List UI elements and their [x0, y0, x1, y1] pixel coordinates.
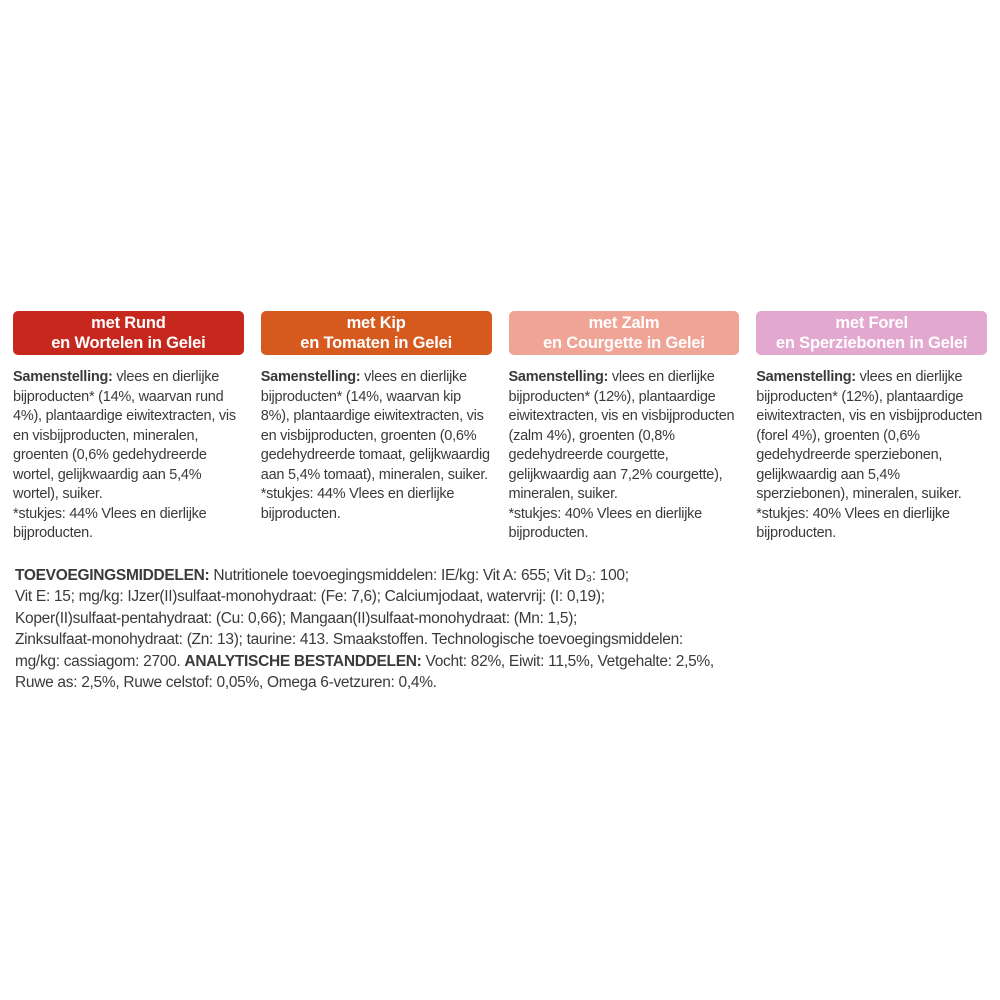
variant-banner-kip-tomaten [261, 311, 492, 355]
bold-text-run: Samenstelling: [508, 369, 609, 385]
bold-text-run: Samenstelling: [13, 369, 113, 385]
composition-text [509, 368, 740, 505]
pieces-note: *stukjes: 40% Vlees en dierlijke bijproducten. [756, 505, 950, 541]
variant-name-line2: en Wortelen in Gelei [51, 334, 206, 352]
text-run: vlees en dierlijke bijproducten* (12%), plantaardige eiwitextracten, vis en visbijproducten (forel 4%), groenten (0,6% gedehydreerde sperziebonen, gelijkwaardig aan 5,4% sperziebonen), mineralen, suiker. [756, 369, 983, 502]
additives-line-4 [15, 629, 1000, 651]
variant-columns [0, 311, 1000, 544]
variant-banner-rund-wortelen [13, 311, 244, 355]
additives-line-1 [15, 565, 1000, 587]
variant-name-line2: en Courgette in Gelei [543, 334, 705, 352]
text-run: vlees en dierlijke bijproducten* (14%, waarvan kip 8%), plantaardige eiwitextracten, vis en visbijproducten, groenten (0,6% gedehydreerde tomaat, gelijkwaardig aan 5,4% tomaat), mineralen, suiker. [260, 369, 490, 483]
additives-line-2 [15, 586, 1000, 608]
pieces-note: *stukjes: 44% Vlees en dierlijke bijproducten. [260, 486, 455, 522]
additives-line-6 [15, 672, 1000, 694]
additives-section [0, 565, 1000, 694]
variant-name-line2: en Sperziebonen in Gelei [775, 334, 968, 352]
variant-name-line2: en Tomaten in Gelei [300, 334, 452, 352]
additives-line-5 [15, 651, 1000, 673]
text-run: Vocht: 82%, Eiwit: 11,5%, Vetgehalte: 2,5%, [421, 652, 714, 670]
bold-text-run: Samenstelling: [260, 369, 361, 385]
variant-name-line1: met Kip [346, 314, 406, 332]
variant-name-line1: met Zalm [588, 314, 660, 332]
additives-line-3 [15, 608, 1000, 630]
text-run: Nutritionele toevoegingsmiddelen: IE/kg: Vit A: 655; Vit D₃: 100; [209, 566, 629, 584]
variant-banner-forel-sperziebonen [756, 311, 987, 355]
pieces-note: *stukjes: 44% Vlees en dierlijke bijproducten. [13, 505, 207, 541]
pieces-note: *stukjes: 40% Vlees en dierlijke bijproducten. [508, 505, 702, 541]
product-info-sheet [0, 311, 1000, 694]
text-run: Zinksulfaat-monohydraat: (Zn: 13); taurine: 413. Smaakstoffen. Technologische toevoegingsmiddelen: [15, 631, 683, 648]
variant-column-kip-tomaten [261, 311, 492, 524]
bold-text-run: Samenstelling: [756, 369, 856, 385]
composition-text [13, 368, 244, 505]
variant-name-line1: met Rund [91, 314, 166, 332]
variant-column-rund-wortelen [13, 311, 244, 544]
text-run: vlees en dierlijke bijproducten* (14%, waarvan rund 4%), plantaardige eiwitextracten, vis en visbijproducten, mineralen, groenten (0,6% gedehydreerde wortel, gelijkwaardig aan 5,4% wortel), suiker. [13, 369, 236, 502]
bold-text-run: TOEVOEGINGSMIDDELEN: [15, 566, 210, 584]
variant-column-zalm-courgette [509, 311, 740, 544]
text-run: vlees en dierlijke bijproducten* (12%), plantaardige eiwitextracten, vis en visbijproducten (zalm 4%), groenten (0,8% gedehydreerde courgette, gelijkwaardig aan 7,2% courgette), mineralen, suiker. [508, 369, 735, 502]
text-run: Koper(II)sulfaat-pentahydraat: (Cu: 0,66); Mangaan(II)sulfaat-monohydraat: (Mn: 1,5); [15, 609, 578, 627]
composition-text [756, 368, 987, 505]
bold-text-run: ANALYTISCHE BESTANDDELEN: [184, 652, 422, 670]
composition-text [261, 368, 492, 485]
variant-name-line1: met Forel [835, 314, 908, 332]
variant-banner-zalm-courgette [509, 311, 740, 355]
variant-column-forel-sperziebonen [756, 311, 987, 544]
text-run: mg/kg: cassiagom: 2700. [15, 652, 185, 670]
text-run: Ruwe as: 2,5%, Ruwe celstof: 0,05%, Omega 6-vetzuren: 0,4%. [15, 674, 437, 691]
text-run: Vit E: 15; mg/kg: IJzer(II)sulfaat-monohydraat: (Fe: 7,6); Calciumjodaat, watervrij: (I: 0,19); [15, 588, 605, 605]
